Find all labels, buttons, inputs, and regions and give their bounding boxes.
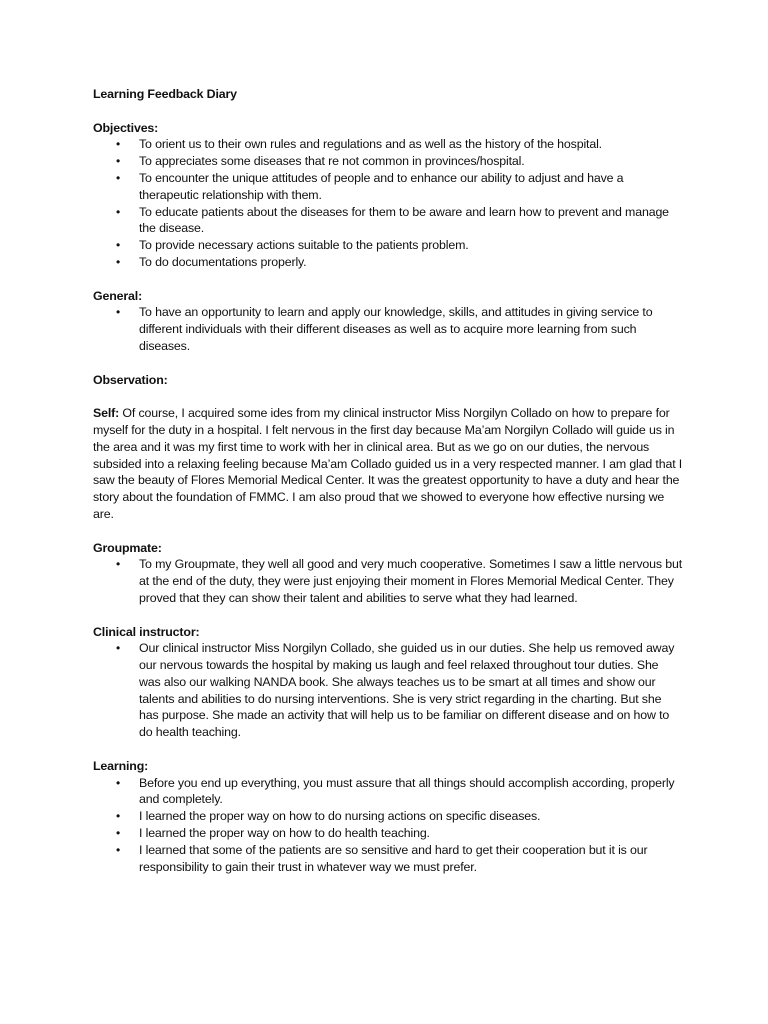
spacer	[93, 741, 683, 758]
bullet-icon: •	[116, 826, 121, 841]
list-item-text: To have an opportunity to learn and apply our knowledge, skills, and attitudes in giving service to different individuals with their different diseases as well as to acquire more learning from such diseases.	[139, 305, 653, 353]
document-title: Learning Feedback Diary	[93, 87, 237, 101]
bullet-icon: •	[116, 204, 121, 219]
list-item-text: To my Groupmate, they well all good and very much cooperative. Sometimes I saw a little nervous but at the end of the duty, they were just enjoying their moment in Flores Memorial Medical Center. They proved that they can show their talent and abilities to serve what they had learned.	[139, 557, 682, 605]
bullet-icon: •	[116, 557, 121, 572]
learning-heading: Learning:	[93, 758, 149, 773]
bullet-icon: •	[116, 154, 121, 169]
list-item-text: Our clinical instructor Miss Norgilyn Collado, she guided us in our duties. She help us removed away our nervous towards the hospital by making us laugh and feel relaxed throughout tour duties. She was also our walking NANDA book. She always teaches us to be smart at all times and show our talents and abilities to do nursing interventions. She is very strict regarding in the charting. But she has purpose. She made an activity that will help us to be familiar on different disease and on how to do health teaching.	[139, 641, 675, 740]
list-item-text: I learned that some of the patients are so sensitive and hard to get their cooperation but it is our responsibility to gain their trust in whatever way we must prefer.	[139, 842, 648, 874]
groupmate-list	[93, 556, 683, 606]
self-text: Of course, I acquired some ides from my clinical instructor Miss Norgilyn Collado on how to prepare for myself for the duty in a hospital. I felt nervous in the first day because Ma’am Norgilyn Collado will guide us in the area and it was my first time to work with her in clinical area. But as we go on our duties, the nervous subsided into a relaxing feeling because Ma’am Collado guided us in a very respected manner. I am glad that I saw the beauty of Flores Memorial Medical Center. It was the greatest opportunity to have a duty and hear the story about the foundation of FMMC. I am also proud that we showed to everyone how effective nursing we are.	[93, 406, 683, 521]
list-item	[93, 775, 683, 809]
spacer	[93, 271, 683, 288]
list-item	[93, 842, 683, 876]
list-item-text: I learned the proper way on how to do nursing actions on specific diseases.	[139, 809, 541, 824]
bullet-icon: •	[116, 137, 121, 152]
list-item-text: To do documentations properly.	[139, 254, 307, 269]
groupmate-section	[93, 540, 683, 607]
clinical-instructor-heading: Clinical instructor:	[93, 624, 200, 639]
general-list	[93, 304, 683, 354]
spacer	[93, 523, 683, 540]
general-heading: General:	[93, 288, 143, 303]
list-item	[93, 304, 683, 354]
list-item	[93, 556, 683, 606]
spacer	[93, 355, 683, 372]
list-item	[93, 237, 683, 254]
bullet-icon: •	[116, 775, 121, 790]
list-item-text: To appreciates some diseases that re not common in provinces/hospital.	[139, 154, 525, 169]
groupmate-heading: Groupmate:	[93, 540, 162, 555]
objectives-list	[93, 136, 683, 270]
bullet-icon: •	[116, 842, 121, 857]
list-item	[93, 640, 683, 741]
list-item	[93, 825, 683, 842]
clinical-instructor-list	[93, 640, 683, 741]
clinical-instructor-section	[93, 624, 683, 742]
learning-section	[93, 758, 683, 876]
self-label: Self:	[93, 406, 120, 421]
objectives-heading: Objectives:	[93, 120, 159, 135]
bullet-icon: •	[116, 641, 121, 656]
list-item	[93, 136, 683, 153]
list-item-text: I learned the proper way on how to do health teaching.	[139, 826, 430, 841]
spacer	[93, 607, 683, 624]
list-item	[93, 170, 683, 204]
list-item	[93, 204, 683, 238]
list-item-text: To provide necessary actions suitable to the patients problem.	[139, 238, 469, 253]
bullet-icon: •	[116, 254, 121, 269]
learning-list	[93, 775, 683, 876]
spacer	[93, 103, 683, 120]
bullet-icon: •	[116, 305, 121, 320]
list-item	[93, 254, 683, 271]
list-item-text: To encounter the unique attitudes of people and to enhance our ability to adjust and have a therapeutic relationship with them.	[139, 170, 624, 202]
spacer	[93, 388, 683, 405]
list-item	[93, 153, 683, 170]
general-section	[93, 288, 683, 355]
list-item-text: To orient us to their own rules and regulations and as well as the history of the hospital.	[139, 137, 602, 152]
observation-section	[93, 372, 683, 523]
list-item	[93, 808, 683, 825]
bullet-icon: •	[116, 170, 121, 185]
list-item-text: To educate patients about the diseases for them to be aware and learn how to prevent and manage the disease.	[139, 204, 669, 236]
document-page	[93, 86, 683, 875]
bullet-icon: •	[116, 238, 121, 253]
objectives-section	[93, 120, 683, 271]
bullet-icon: •	[116, 809, 121, 824]
list-item-text: Before you end up everything, you must assure that all things should accomplish according, properly and completely.	[139, 775, 675, 807]
observation-heading: Observation:	[93, 372, 168, 387]
self-paragraph	[93, 405, 683, 523]
